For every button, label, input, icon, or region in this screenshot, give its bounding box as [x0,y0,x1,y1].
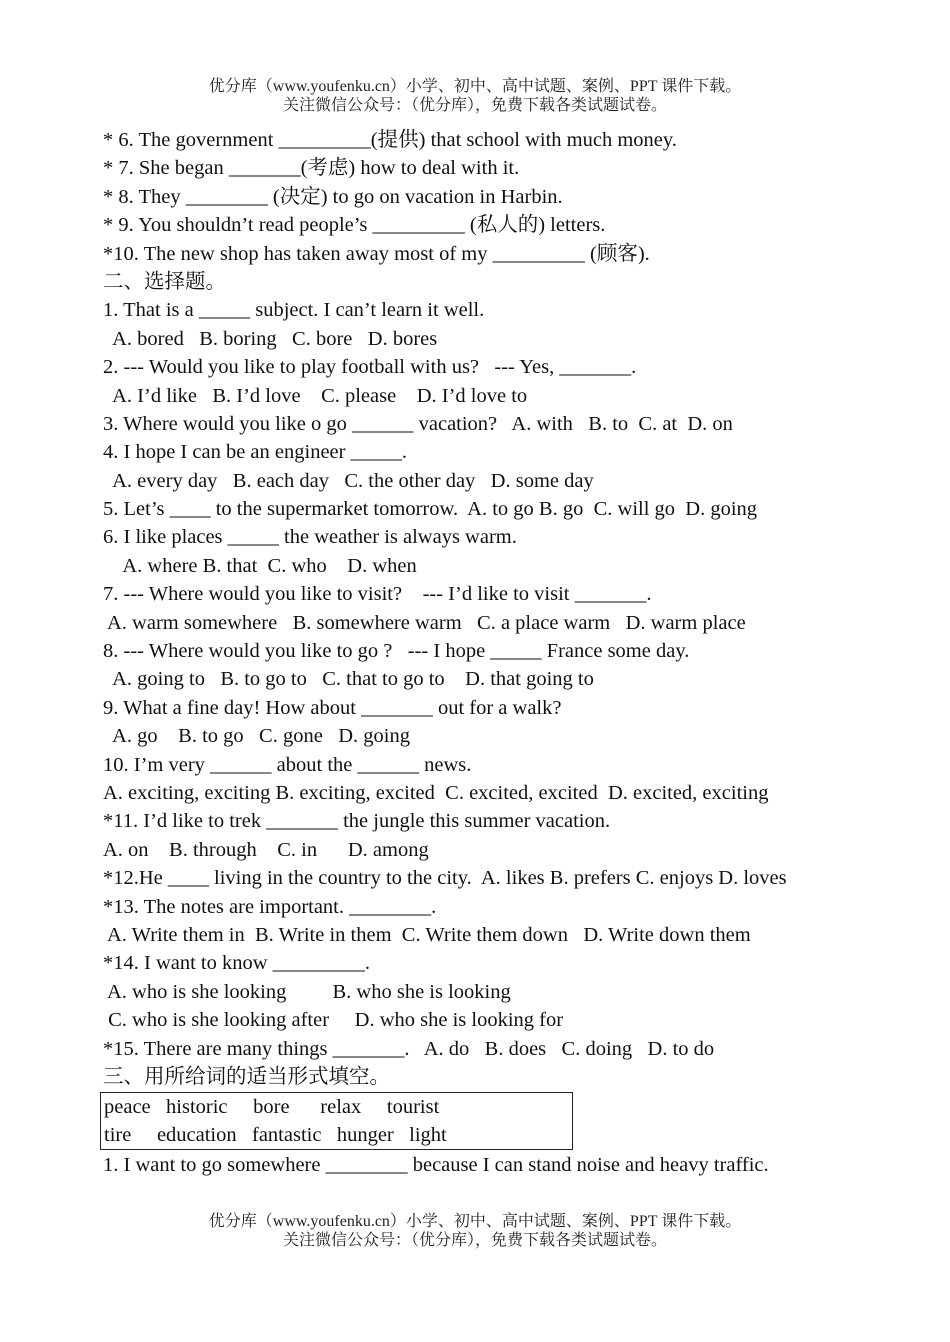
text-line: *13. The notes are important. ________. [103,895,437,918]
text-line: A. every day B. each day C. the other day D. some day [103,469,594,492]
text-line: A. go B. to go C. gone D. going [103,725,410,748]
text-line: A. on B. through C. in D. among [103,838,429,861]
word-box [100,1092,573,1150]
text-line: 4. I hope I can be an engineer _____. [103,441,407,464]
text-line: 6. I like places _____ the weather is always warm. [103,526,517,549]
text-line: 1. I want to go somewhere ________ because I can stand noise and heavy traffic. [103,1154,769,1177]
text-line: 3. Where would you like o go ______ vacation? A. with B. to C. at D. on [103,412,733,435]
text-line: *15. There are many things _______. A. do B. does C. doing D. to do [103,1037,715,1060]
text-line: * 6. The government _________(提供) that school with much money. [103,129,677,151]
text-line: *14. I want to know _________. [103,952,371,975]
header-line-2: 关注微信公众号：（优分库），免费下载各类试题试卷。 [282,97,667,114]
text-line: A. bored B. boring C. bore D. bores [103,327,438,350]
text-line: *10. The new shop has taken away most of my _________ (顾客). [103,242,650,265]
footer-line-2: 关注微信公众号：（优分库），免费下载各类试题试卷。 [282,1232,667,1249]
text-line: 7. --- Where would you like to visit? --- I’d like to visit _______. [103,583,652,606]
text-line: A. I’d like B. I’d love C. please D. I’d love to [103,384,528,407]
text-line: A. who is she looking B. who she is looking [103,980,511,1003]
text-line: 8. --- Where would you like to go ? --- I hope _____ France some day. [103,640,690,663]
text-line: 三、用所给词的适当形式填空。 [103,1065,390,1088]
exercise-content [103,126,903,1180]
text-line: A. warm somewhere B. somewhere warm C. a place warm D. warm place [103,611,746,634]
text-line: *11. I’d like to trek _______ the jungle this summer vacation. [103,810,611,833]
text-line: 二、选择题。 [103,270,226,293]
text-line: * 8. They ________ (决定) to go on vacation in Harbin. [103,185,563,208]
text-line: peace historic bore relax tourist [104,1096,440,1119]
exercise-block-a [103,126,903,1091]
footer-line-1: 优分库（www.youfenku.cn）小学、初中、高中试题、案例、PPT 课件下载。 [208,1213,742,1230]
page-header [0,77,950,115]
text-line: 2. --- Would you like to play football with us? --- Yes, _______. [103,356,637,379]
text-line: *12.He ____ living in the country to the city. A. likes B. prefers C. enjoys D. loves [103,867,787,890]
header-line-1: 优分库（www.youfenku.cn）小学、初中、高中试题、案例、PPT 课件下载。 [208,78,742,95]
text-line: A. going to B. to go to C. that to go to D. that going to [103,668,594,691]
text-line: A. where B. that C. who D. when [103,554,417,577]
page-footer [0,1212,950,1250]
text-line: A. exciting, exciting B. exciting, excited C. excited, excited D. excited, exciting [103,781,769,804]
text-line: tire education fantastic hunger light [104,1124,447,1147]
text-line: * 9. You shouldn’t read people’s _________ (私人的) letters. [103,214,606,237]
text-line: 9. What a fine day! How about _______ out for a walk? [103,696,562,719]
text-line: 10. I’m very ______ about the ______ news. [103,753,472,776]
text-line: A. Write them in B. Write in them C. Write them down D. Write down them [103,923,751,946]
exercise-block-b [103,1151,903,1179]
text-line: * 7. She began _______(考虑) how to deal with it. [103,157,520,180]
text-line: 5. Let’s ____ to the supermarket tomorrow. A. to go B. go C. will go D. going [103,498,758,521]
text-line: C. who is she looking after D. who she is looking for [103,1009,564,1032]
text-line: 1. That is a _____ subject. I can’t learn it well. [103,299,485,322]
